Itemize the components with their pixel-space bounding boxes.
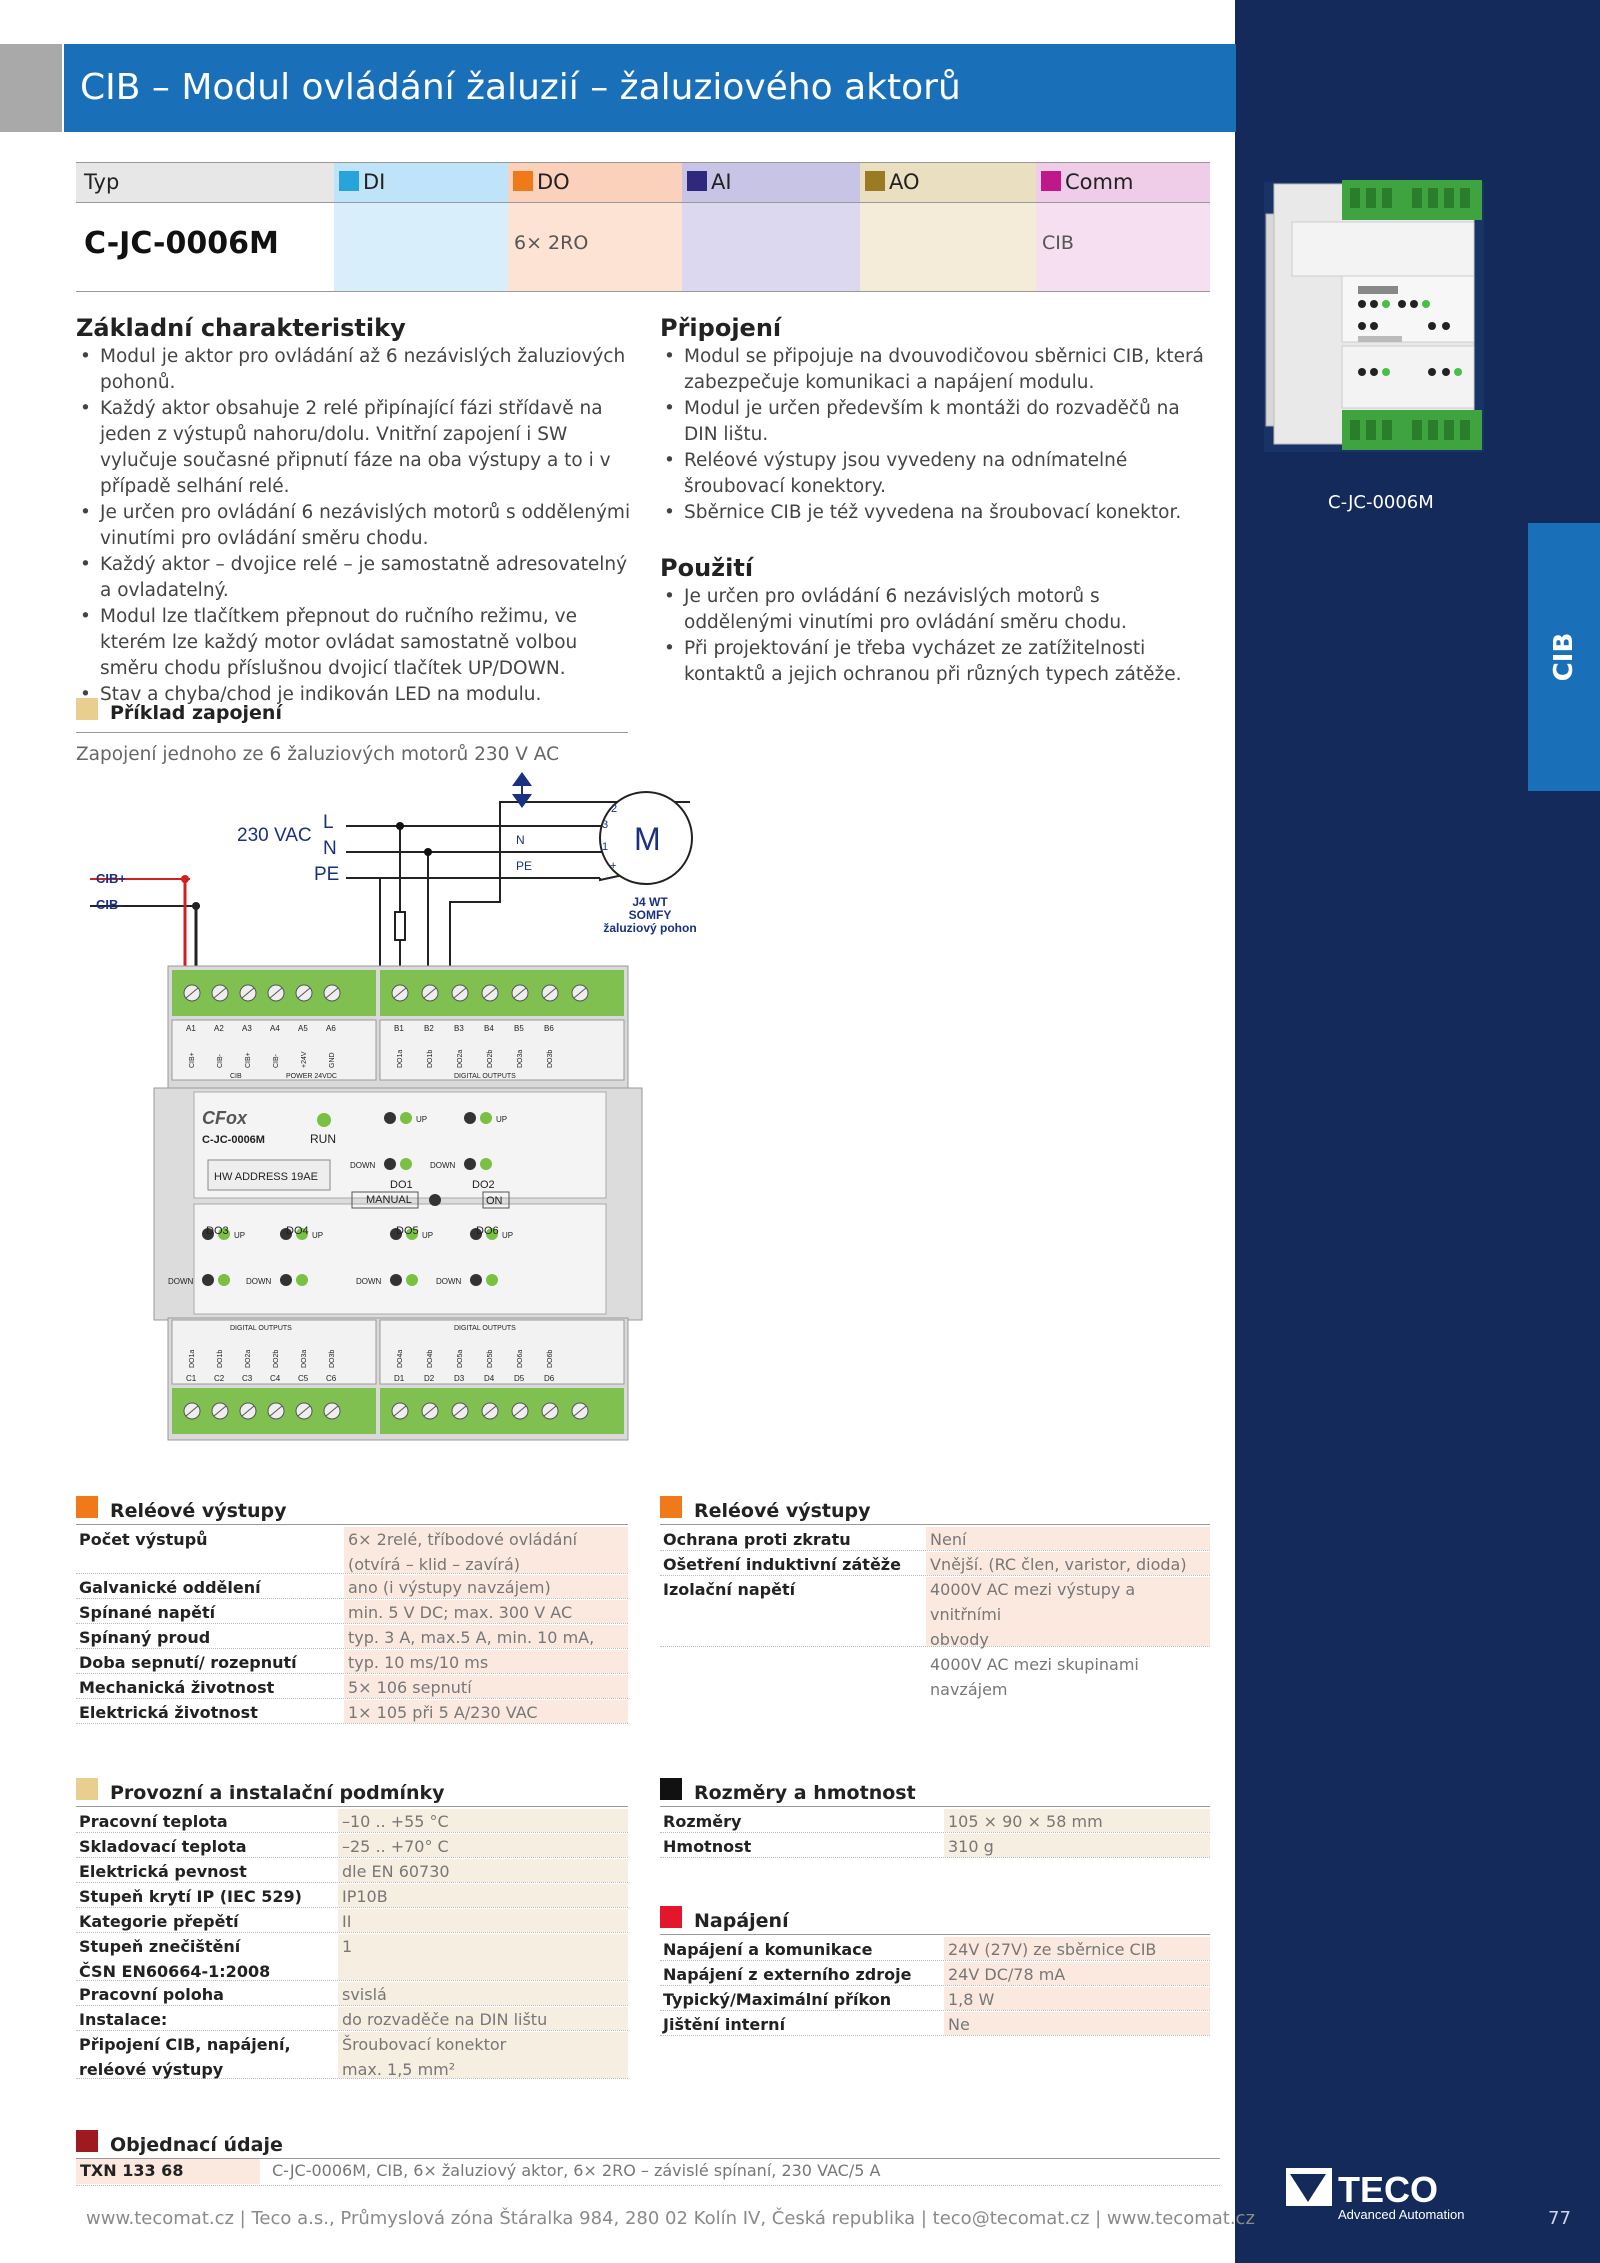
terminal-label: A2 (214, 1024, 224, 1033)
svg-text:2: 2 (611, 803, 618, 815)
page-number: 77 (1548, 2208, 1571, 2229)
table-row (660, 1960, 1210, 1986)
row-value: Vnější. (RC člen, varistor, dioda) (926, 1552, 1210, 1575)
row-key: Izolační napětí (663, 1580, 796, 1599)
terminal-label: D5 (514, 1374, 525, 1383)
signal-label: DO1a (397, 1049, 404, 1068)
table-row (76, 1525, 628, 1574)
signal-label: DO5a (457, 1349, 464, 1368)
terminal-label: C4 (270, 1374, 281, 1383)
dimensions-table (660, 1806, 1210, 1859)
row-value: do rozvaděče na DIN lištu (338, 2007, 628, 2030)
signal-label: DO4a (397, 1349, 404, 1368)
output-label: DO2 (472, 1179, 495, 1191)
signal-label: DO3a (301, 1349, 308, 1368)
led-down (486, 1274, 498, 1286)
label-n: N (323, 838, 337, 859)
di-color-square (339, 171, 359, 191)
row-key: Pracovní teplota (79, 1812, 228, 1831)
button-up[interactable] (384, 1112, 396, 1124)
led-down (400, 1158, 412, 1170)
row-key: Rozměry (663, 1812, 742, 1831)
module-model: C-JC-0006M (202, 1134, 265, 1146)
output-label: DO1 (390, 1179, 413, 1191)
row-key: Elektrická pevnost (79, 1862, 247, 1881)
terminal-label: A5 (298, 1024, 308, 1033)
led-down (296, 1274, 308, 1286)
row-key: Stupeň znečištění ČSN EN60664-1:2008 (79, 1937, 271, 1981)
terminal-label: B4 (484, 1024, 494, 1033)
svg-text:RUN: RUN (310, 1132, 336, 1146)
table-row (76, 1807, 628, 1833)
row-value: 4000V AC mezi výstupy a vnitřními obvody 4000V AC mezi skupinami navzájem (926, 1577, 1210, 1646)
terminal-label: A6 (326, 1024, 336, 1033)
ao-color-square (865, 171, 885, 191)
relay-right-table (660, 1524, 1210, 1699)
row-value: dle EN 60730 (338, 1859, 628, 1882)
terminal-label: D1 (394, 1374, 405, 1383)
row-value: IP10B (338, 1884, 628, 1907)
terminal-label: A3 (242, 1024, 252, 1033)
group-label-digital-outputs: DIGITAL OUTPUTS (454, 1325, 516, 1332)
row-key: Ošetření induktivní zátěže (663, 1555, 901, 1574)
svg-text:3: 3 (602, 819, 609, 831)
svg-text:J4 WT: J4 WT (632, 895, 668, 909)
connection-heading: Připojení (660, 314, 782, 342)
table-row (76, 1573, 628, 1599)
list-item: • Modul je aktor pro ovládání až 6 nezávislých žaluziových pohonů. (76, 344, 636, 396)
power-header: Napájení (660, 1906, 1212, 1936)
label-motor-n: N (516, 833, 525, 847)
signal-label: +24V (301, 1051, 308, 1068)
label-cib-minus: CIB- (96, 897, 123, 912)
row-value: 1× 105 při 5 A/230 VAC (344, 1700, 628, 1723)
order-color-square (76, 2130, 98, 2152)
basic-heading: Základní charakteristiky (76, 314, 406, 342)
button-down[interactable] (390, 1274, 402, 1286)
label-pe: PE (314, 864, 340, 885)
svg-text:SOMFY: SOMFY (628, 908, 672, 922)
basic-list (76, 344, 636, 708)
table-row (76, 2030, 628, 2079)
type-col-ao: AO (860, 162, 1036, 292)
led-up (480, 1112, 492, 1124)
svg-text:MANUAL: MANUAL (366, 1194, 412, 1206)
table-row (76, 1673, 628, 1699)
order-header: Objednací údaje (76, 2130, 628, 2160)
comm-color-square (1041, 171, 1061, 191)
row-key: Spínané napětí (79, 1603, 216, 1622)
row-value: 5× 106 sepnutí (344, 1675, 628, 1698)
button-down[interactable] (464, 1158, 476, 1170)
label-230vac: 230 VAC (237, 825, 312, 846)
row-key: Připojení CIB, napájení, reléové výstupy (79, 2035, 291, 2079)
table-row (76, 1882, 628, 1908)
type-table (76, 162, 1210, 292)
relay-right-header: Reléové výstupy (660, 1496, 1212, 1526)
signal-label: DO2a (245, 1349, 252, 1368)
table-row (76, 1698, 628, 1724)
connection-list (660, 344, 1212, 526)
row-key: Počet výstupů (79, 1530, 208, 1549)
label-motor-pe: PE (516, 859, 533, 873)
list-item: • Každý aktor obsahuje 2 relé připínající fázi střídavě na jeden z výstupů nahoru/dolu. Vnitřní zapojení i SW vylučuje současné připnutí fáze na oba výstupy a to i v případě selhání relé. (76, 396, 636, 500)
row-value: 6× 2relé, tříbodové ovládání (otvírá – klid – zavírá) (344, 1527, 628, 1573)
signal-label: GND (329, 1052, 336, 1068)
example-section-header: Příklad zapojení (76, 698, 628, 733)
row-key: Mechanická životnost (79, 1678, 275, 1697)
row-value: 24V (27V) ze sběrnice CIB (944, 1937, 1210, 1960)
terminal-label: B3 (454, 1024, 464, 1033)
do-color-square (513, 171, 533, 191)
power-color-square (660, 1906, 682, 1928)
svg-text:UP: UP (234, 1231, 246, 1240)
example-caption: Zapojení jednoho ze 6 žaluziových motorů 230 V AC (76, 744, 560, 765)
terminal-label: A1 (186, 1024, 196, 1033)
svg-text:UP: UP (502, 1231, 514, 1240)
terminal-label: B6 (544, 1024, 554, 1033)
row-value: 105 × 90 × 58 mm (944, 1809, 1210, 1832)
row-key: Instalace: (79, 2010, 168, 2029)
signal-label: DO2a (457, 1049, 464, 1068)
relay-left-table (76, 1524, 628, 1729)
operating-color-square (76, 1778, 98, 1800)
table-row (660, 1575, 1210, 1699)
signal-label: DO3b (547, 1049, 554, 1068)
type-col-ai: AI (682, 162, 860, 292)
group-label-power: POWER 24VDC (286, 1073, 337, 1080)
row-value: Šroubovací konektor max. 1,5 mm² (338, 2032, 628, 2078)
row-key: Galvanické oddělení (79, 1578, 261, 1597)
order-table (76, 2158, 1220, 2186)
type-column (76, 162, 334, 292)
row-value: svislá (338, 1982, 628, 2005)
list-item: • Sběrnice CIB je též vyvedena na šroubovací konektor. (660, 500, 1212, 526)
terminal-label: C1 (186, 1374, 197, 1383)
led-up (400, 1112, 412, 1124)
table-row (660, 1550, 1210, 1576)
signal-label: DO6b (547, 1349, 554, 1368)
signal-label: DO1a (189, 1349, 196, 1368)
led-down (218, 1274, 230, 1286)
product-caption: C-JC-0006M (1328, 492, 1434, 513)
svg-text:1: 1 (602, 841, 609, 853)
type-model: C-JC-0006M (84, 226, 279, 261)
button-down[interactable] (202, 1274, 214, 1286)
svg-text:+: + (610, 860, 617, 872)
row-value: 24V DC/78 mA (944, 1962, 1210, 1985)
usage-list (660, 584, 1212, 688)
teco-tagline: Advanced Automation (1338, 2207, 1465, 2222)
signal-label: DO6a (517, 1349, 524, 1368)
svg-text:DOWN: DOWN (430, 1161, 456, 1170)
table-row (76, 1832, 628, 1858)
signal-label: CIB+ (245, 1052, 252, 1068)
row-key: Skladovací teplota (79, 1837, 247, 1856)
ai-color-square (687, 171, 707, 191)
title-gray-square (0, 44, 62, 132)
terminal-label: C3 (242, 1374, 253, 1383)
row-key: Jištění interní (663, 2015, 786, 2034)
operating-table (76, 1806, 628, 2083)
signal-label: CIB- (217, 1054, 224, 1068)
output-label: DO5 (396, 1225, 419, 1237)
button-down[interactable] (470, 1274, 482, 1286)
list-item: • Stav a chyba/chod je indikován LED na modulu. (76, 682, 636, 708)
button-down[interactable] (280, 1274, 292, 1286)
svg-text:DOWN: DOWN (436, 1277, 462, 1286)
row-value: typ. 3 A, max.5 A, min. 10 mA, (344, 1625, 628, 1648)
type-col-comm: Comm CIB (1036, 162, 1210, 292)
button-up[interactable] (464, 1112, 476, 1124)
table-row (76, 2005, 628, 2031)
terminal-label: D6 (544, 1374, 555, 1383)
label-cib-plus: CIB+ (96, 871, 126, 886)
list-item: • Modul je určen především k montáži do rozvaděčů na DIN lištu. (660, 396, 1212, 448)
type-col-do: DO 6× 2RO (508, 162, 682, 292)
list-item: • Je určen pro ovládání 6 nezávislých motorů s oddělenými vinutími pro ovládání směru chodu. (76, 500, 636, 552)
table-row (660, 2010, 1210, 2036)
terminal-label: C6 (326, 1374, 337, 1383)
row-key: Pracovní poloha (79, 1985, 224, 2004)
motor-symbol: M (634, 821, 661, 857)
type-label: Typ (76, 162, 334, 202)
svg-text:UP: UP (422, 1231, 434, 1240)
svg-text:ON: ON (486, 1195, 503, 1207)
title-bar (64, 44, 1236, 132)
signal-label: CIB+ (189, 1052, 196, 1068)
signal-label: DO3b (329, 1349, 336, 1368)
output-label: DO4 (286, 1225, 309, 1237)
svg-text:UP: UP (312, 1231, 324, 1240)
table-row (660, 1525, 1210, 1551)
label-l: L (323, 812, 334, 833)
wiring-diagram (90, 772, 730, 1444)
row-key: Kategorie přepětí (79, 1912, 239, 1931)
terminal-label: A4 (270, 1024, 280, 1033)
relay-right-color-square (660, 1496, 682, 1518)
row-key: Hmotnost (663, 1837, 752, 1856)
table-row (76, 1623, 628, 1649)
module-logo: CFox (202, 1108, 247, 1128)
signal-label: DO2b (273, 1349, 280, 1368)
list-item: • Modul se připojuje na dvouvodičovou sběrnici CIB, která zabezpečuje komunikaci a napájení modulu. (660, 344, 1212, 396)
svg-text:UP: UP (416, 1115, 428, 1124)
terminal-label: D3 (454, 1374, 465, 1383)
list-item: • Je určen pro ovládání 6 nezávislých motorů s oddělenými vinutími pro ovládání směru chodu. (660, 584, 1212, 636)
row-value: typ. 10 ms/10 ms (344, 1650, 628, 1673)
example-color-square (76, 698, 98, 720)
row-value: –25 .. +70° C (338, 1834, 628, 1857)
relay-left-color-square (76, 1496, 98, 1518)
svg-text:žaluziový pohon: žaluziový pohon (603, 921, 697, 935)
page-title: CIB – Modul ovládání žaluzií – žaluziového aktorů (80, 67, 961, 108)
row-key: Napájení a komunikace (663, 1940, 873, 1959)
row-value: II (338, 1909, 628, 1932)
terminal-label: C5 (298, 1374, 309, 1383)
svg-text:DOWN: DOWN (168, 1277, 194, 1286)
product-photo (1262, 176, 1486, 454)
table-row (76, 1907, 628, 1933)
table-row (76, 1980, 628, 2006)
table-row (76, 1857, 628, 1883)
list-item: • Při projektování je třeba vycházet ze zatížitelnosti kontaktů a jejich ochranou při různých typech zátěže. (660, 636, 1212, 688)
row-value: 1 (338, 1934, 628, 1980)
usage-heading: Použití (660, 554, 754, 582)
table-row (660, 1832, 1210, 1858)
signal-label: DO1b (217, 1349, 224, 1368)
led-down (480, 1158, 492, 1170)
button-down[interactable] (384, 1158, 396, 1170)
svg-text:DOWN: DOWN (350, 1161, 376, 1170)
order-desc: C-JC-0006M, CIB, 6× žaluziový aktor, 6× 2RO – závislé spínaní, 230 VAC/5 A (272, 2161, 881, 2180)
row-value: 1,8 W (944, 1987, 1210, 2010)
row-key: Napájení z externího zdroje (663, 1965, 912, 1984)
svg-text:UP: UP (496, 1115, 508, 1124)
row-value: Ne (944, 2012, 1210, 2035)
footer-text: www.tecomat.cz | Teco a.s., Průmyslová zóna Štáralka 984, 280 02 Kolín IV, Česká republika | teco@tecomat.cz | www.tecomat.cz (86, 2208, 1255, 2229)
teco-logo-text: TECO (1338, 2169, 1439, 2210)
signal-label: DO5b (487, 1349, 494, 1368)
relay-left-header: Reléové výstupy (76, 1496, 628, 1526)
table-row (660, 1985, 1210, 2011)
row-key: Spínaný proud (79, 1628, 211, 1647)
row-value: Není (926, 1527, 1210, 1550)
table-row (76, 1598, 628, 1624)
signal-label: DO2b (487, 1049, 494, 1068)
row-key: Doba sepnutí/ rozepnutí (79, 1653, 297, 1672)
list-item: • Modul lze tlačítkem přepnout do ručního režimu, ve kterém lze každý motor ovládat samostatně volbou směru chodu příslušnou dvojicí tlačítek UP/DOWN. (76, 604, 636, 682)
list-item: • Každý aktor – dvojice relé – je samostatně adresovatelný a ovladatelný. (76, 552, 636, 604)
svg-text:DOWN: DOWN (356, 1277, 382, 1286)
row-key: Ochrana proti zkratu (663, 1530, 851, 1549)
list-item: • Reléové výstupy jsou vyvedeny na odnímatelné šroubovací konektory. (660, 448, 1212, 500)
led-down (406, 1274, 418, 1286)
dimensions-color-square (660, 1778, 682, 1800)
output-label: DO3 (206, 1225, 229, 1237)
row-key: Elektrická životnost (79, 1703, 258, 1722)
group-label-cib: CIB (230, 1073, 242, 1080)
module-hw-address: HW ADDRESS 19AE (214, 1171, 318, 1183)
row-value: ano (i výstupy navzájem) (344, 1575, 628, 1598)
output-label: DO6 (476, 1225, 499, 1237)
operating-header: Provozní a instalační podmínky (76, 1778, 628, 1808)
terminal-label: D4 (484, 1374, 495, 1383)
signal-label: DO1b (427, 1049, 434, 1068)
group-label-digital-outputs: DIGITAL OUTPUTS (230, 1325, 292, 1332)
row-key: Stupeň krytí IP (IEC 529) (79, 1887, 302, 1906)
order-code: TXN 133 68 (80, 2161, 184, 2180)
row-value: –10 .. +55 °C (338, 1809, 628, 1832)
terminal-label: B2 (424, 1024, 434, 1033)
terminal-label: B5 (514, 1024, 524, 1033)
terminal-label: D2 (424, 1374, 435, 1383)
row-value: 310 g (944, 1834, 1210, 1857)
signal-label: DO3a (517, 1049, 524, 1068)
terminal-label: B1 (394, 1024, 404, 1033)
terminal-label: C2 (214, 1374, 225, 1383)
table-row (660, 1807, 1210, 1833)
row-key: Typický/Maximální příkon (663, 1990, 892, 2009)
signal-label: CIB- (273, 1054, 280, 1068)
table-row (76, 1932, 628, 1981)
teco-logo (1280, 2162, 1480, 2222)
power-table (660, 1934, 1210, 2039)
svg-text:DOWN: DOWN (246, 1277, 272, 1286)
table-row (660, 1935, 1210, 1961)
dimensions-header: Rozměry a hmotnost (660, 1778, 1212, 1808)
group-label-digital-outputs: DIGITAL OUTPUTS (454, 1073, 516, 1080)
table-row (76, 1648, 628, 1674)
signal-label: DO4b (427, 1349, 434, 1368)
cib-side-tab: CIB (1528, 523, 1600, 791)
type-col-di: DI (334, 162, 508, 292)
row-value: min. 5 V DC; max. 300 V AC (344, 1600, 628, 1623)
